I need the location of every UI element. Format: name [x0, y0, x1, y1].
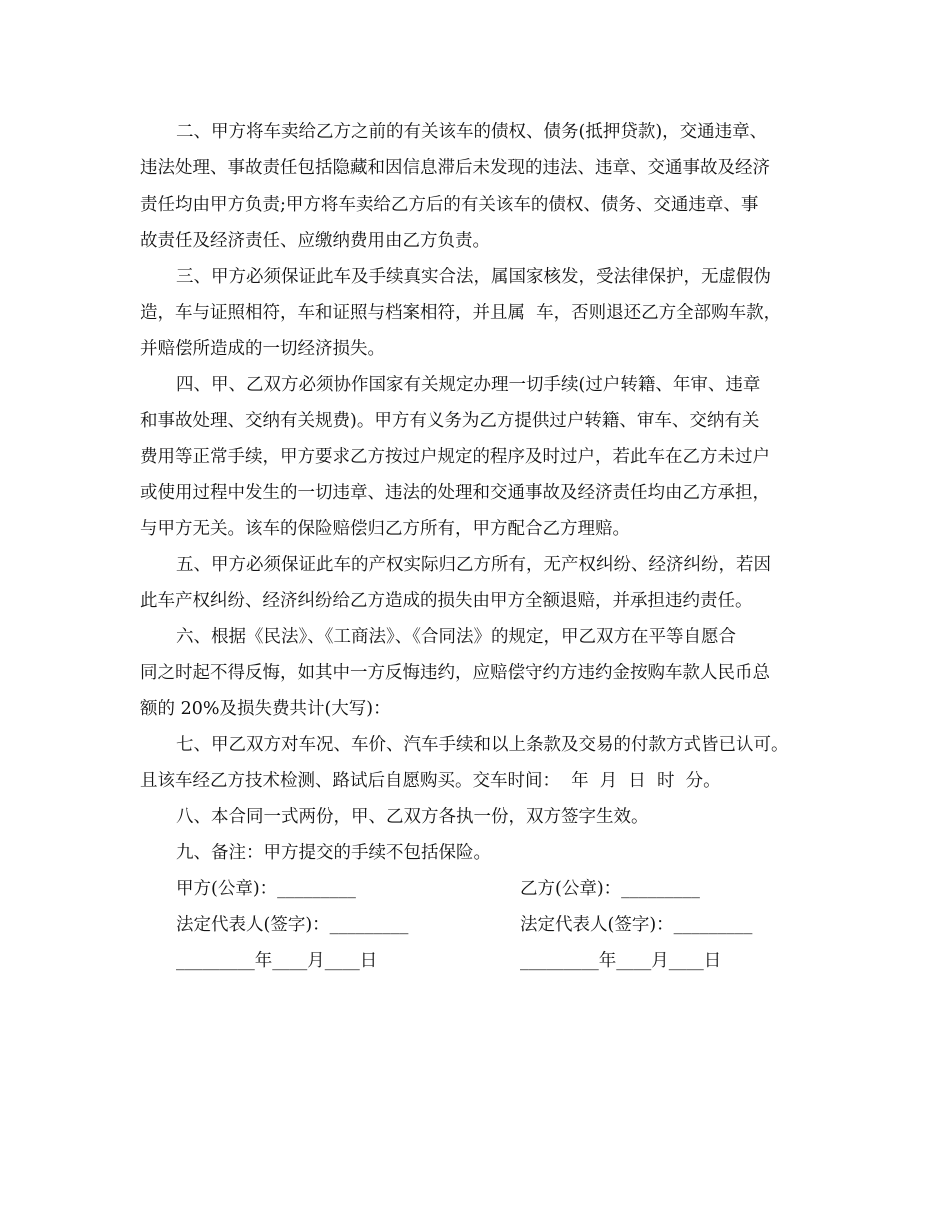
- clause-4-line-5: 与甲方无关。该车的保险赔偿归乙方所有，甲方配合乙方理赔。: [140, 519, 630, 539]
- party-b-date-field: _________年____月____日: [520, 951, 722, 971]
- clause-6-line-3: 额的 20%及损失费共计(大写)：: [140, 699, 391, 719]
- clause-3-line-2: 造，车与证照相符，车和证照与档案相符，并且属 车，否则退还乙方全部购车款，: [140, 303, 782, 323]
- clause-4-line-1: 四、甲、乙双方必须协作国家有关规定办理一切手续(过户转籍、年审、违章: [176, 375, 761, 395]
- clause-2-line-4: 故责任及经济责任、应缴纳费用由乙方负责。: [140, 231, 490, 251]
- clause-3-line-1: 三、甲方必须保证此车及手续真实合法，属国家核发，受法律保护，无虚假伪: [176, 267, 771, 287]
- party-a-representative-field: 法定代表人(签字)：_________: [176, 915, 409, 935]
- party-b-representative-field: 法定代表人(签字)：_________: [520, 915, 753, 935]
- clause-6-line-1: 六、根据《民法》、《工商法》、《合同法》的规定，甲乙双方在平等自愿合: [176, 627, 736, 647]
- party-a-date-field: _________年____月____日: [176, 951, 378, 971]
- clause-6-line-2: 同之时起不得反悔，如其中一方反悔违约，应赔偿守约方违约金按购车款人民币总: [140, 663, 770, 683]
- clause-2-line-3: 责任均由甲方负责;甲方将车卖给乙方后的有关该车的债权、债务、交通违章、事: [140, 195, 759, 215]
- party-b-seal-field: 乙方(公章)：_________: [520, 879, 700, 899]
- clause-9-line-1: 九、备注：甲方提交的手续不包括保险。: [176, 843, 491, 863]
- clause-4-line-2: 和事故处理、交纳有关规费)。甲方有义务为乙方提供过户转籍、审车、交纳有关: [140, 411, 760, 431]
- clause-2-line-1: 二、甲方将车卖给乙方之前的有关该车的债权、债务(抵押贷款)，交通违章、: [176, 122, 768, 142]
- clause-2-line-2: 违法处理、事故责任包括隐藏和因信息滞后未发现的违法、违章、交通事故及经济: [140, 158, 770, 178]
- clause-7-line-2: 且该车经乙方技术检测、路试后自愿购买。交车时间： 年 月 日 时 分。: [140, 771, 721, 791]
- clause-8-line-1: 八、本合同一式两份，甲、乙双方各执一份，双方签字生效。: [176, 807, 649, 827]
- clause-3-line-3: 并赔偿所造成的一切经济损失。: [140, 339, 385, 359]
- clause-4-line-4: 或使用过程中发生的一切违章、违法的处理和交通事故及经济责任均由乙方承担，: [140, 483, 770, 503]
- party-a-seal-field: 甲方(公章)：_________: [176, 879, 356, 899]
- clause-5-line-1: 五、甲方必须保证此车的产权实际归乙方所有，无产权纠纷、经济纠纷，若因: [176, 555, 771, 575]
- clause-5-line-2: 此车产权纠纷、经济纠纷给乙方造成的损失由甲方全额退赔，并承担违约责任。: [140, 591, 753, 611]
- clause-7-line-1: 七、甲乙双方对车况、车价、汽车手续和以上条款及交易的付款方式皆已认可。: [176, 735, 789, 755]
- clause-4-line-3: 费用等正常手续，甲方要求乙方按过户规定的程序及时过户，若此车在乙方未过户: [140, 447, 770, 467]
